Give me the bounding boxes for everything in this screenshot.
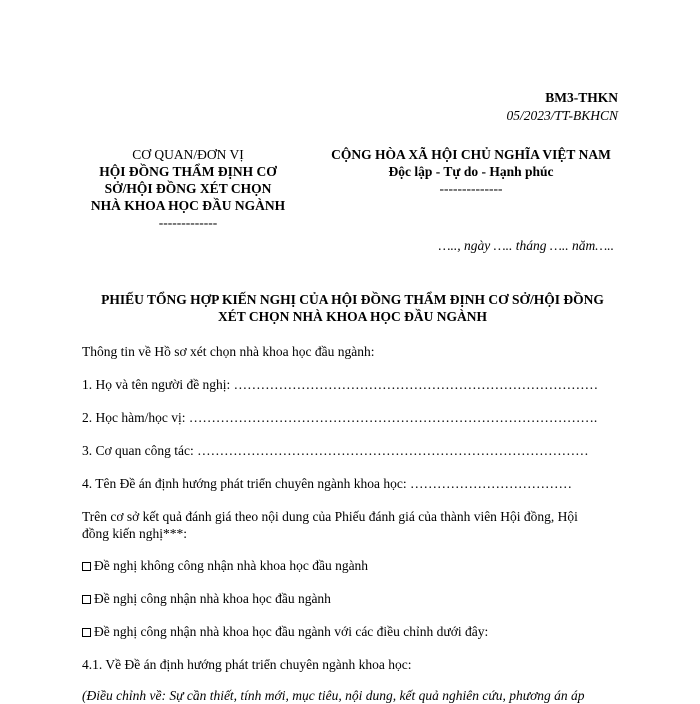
agency-line-1: CƠ QUAN/ĐƠN VỊ bbox=[132, 147, 244, 162]
intro-line: Thông tin về Hồ sơ xét chọn nhà khoa học đầu ngành: bbox=[82, 344, 375, 359]
agency-line-3: SỞ/HỘI ĐỒNG XÉT CHỌN bbox=[104, 181, 272, 196]
document-title bbox=[70, 291, 635, 325]
option-not-recognize-label: Đề nghị không công nhận nhà khoa học đầu ngành bbox=[94, 558, 369, 573]
item-academic-title: 2. Học hàm/học vị: ………………………………………………………………………………. bbox=[82, 410, 598, 425]
agency-block bbox=[68, 146, 308, 231]
document-title-line-1: PHIẾU TỔNG HỢP KIẾN NGHỊ CỦA HỘI ĐỒNG THẨM ĐỊNH CƠ SỞ/HỘI ĐỒNG bbox=[101, 292, 604, 307]
nation-block bbox=[296, 146, 646, 197]
form-reference: 05/2023/TT-BKHCN bbox=[506, 108, 618, 123]
nation-dashes: -------------- bbox=[439, 181, 503, 196]
option-not-recognize bbox=[82, 557, 622, 574]
option-recognize-label: Đề nghị công nhận nhà khoa học đầu ngành bbox=[94, 591, 331, 606]
option-recognize-with-adjustments-label: Đề nghị công nhận nhà khoa học đầu ngành với các điều chỉnh dưới đây: bbox=[94, 624, 489, 639]
checkbox-recognize-with-adjustments[interactable] bbox=[82, 628, 91, 637]
section-4-1: 4.1. Về Đề án định hướng phát triển chuyên ngành khoa học: bbox=[82, 657, 412, 672]
nation-motto: Độc lập - Tự do - Hạnh phúc bbox=[388, 164, 554, 179]
document-title-line-2: XÉT CHỌN NHÀ KHOA HỌC ĐẦU NGÀNH bbox=[217, 309, 488, 324]
basis-line-1: Trên cơ sở kết quả đánh giá theo nội dung của Phiếu đánh giá của thành viên Hội đồng, Hội bbox=[82, 509, 578, 524]
form-code: BM3-THKN bbox=[545, 90, 618, 105]
nation-title: CỘNG HÒA XÃ HỘI CHỦ NGHĨA VIỆT NAM bbox=[331, 147, 611, 162]
adjustment-note: (Điều chỉnh về: Sự cần thiết, tính mới, mục tiêu, nội dung, kết quả nghiên cứu, phương án áp bbox=[82, 688, 585, 703]
checkbox-not-recognize[interactable] bbox=[82, 562, 91, 571]
item-workplace: 3. Cơ quan công tác: …………………………………………………………………………… bbox=[82, 443, 589, 458]
item-full-name: 1. Họ và tên người đề nghị: ……………………………………………………………………… bbox=[82, 377, 599, 392]
basis-line-2: đồng kiến nghị***: bbox=[82, 526, 187, 541]
item-project-name: 4. Tên Đề án định hướng phát triển chuyên ngành khoa học: ……………………………… bbox=[82, 476, 573, 491]
agency-dashes: ------------- bbox=[158, 215, 218, 230]
option-recognize bbox=[82, 590, 622, 607]
date-line: ….., ngày ….. tháng ….. năm….. bbox=[438, 238, 614, 253]
agency-line-4: NHÀ KHOA HỌC ĐẦU NGÀNH bbox=[90, 198, 286, 213]
checkbox-recognize[interactable] bbox=[82, 595, 91, 604]
option-recognize-with-adjustments bbox=[82, 623, 622, 640]
basis-paragraph bbox=[82, 508, 622, 542]
agency-line-2: HỘI ĐỒNG THẨM ĐỊNH CƠ bbox=[99, 164, 277, 179]
